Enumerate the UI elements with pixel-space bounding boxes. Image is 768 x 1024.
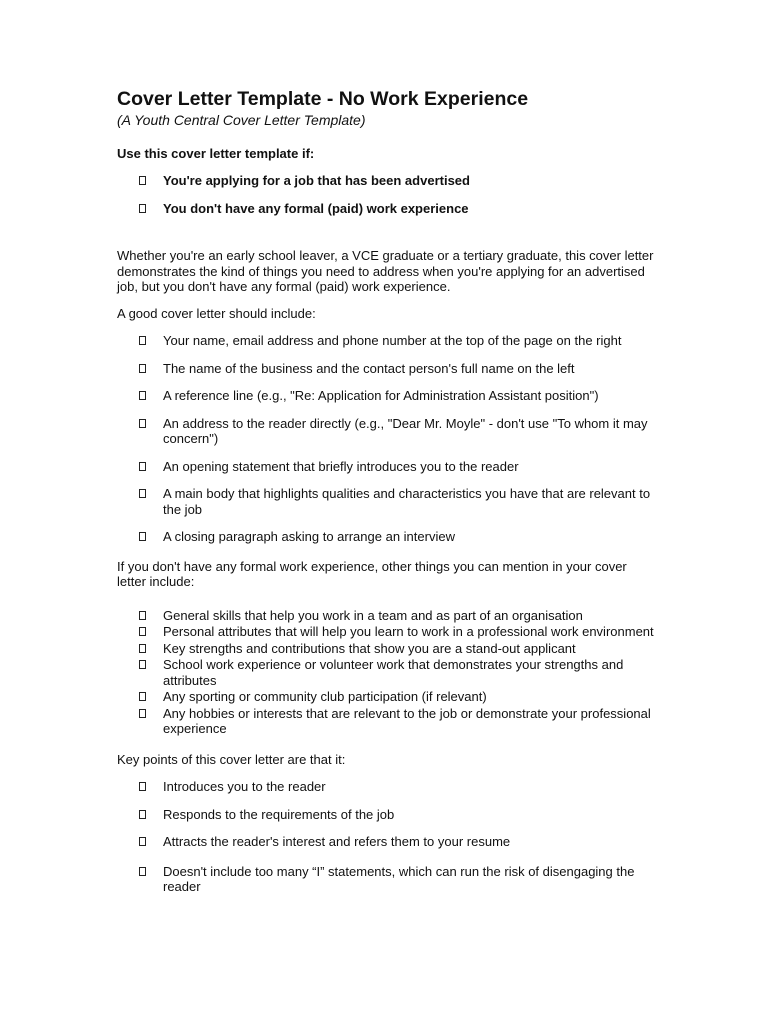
checkbox-bullet-icon xyxy=(139,867,146,876)
document-page xyxy=(117,86,657,895)
checkbox-bullet-icon xyxy=(139,176,146,185)
list-item: You're applying for a job that has been advertised xyxy=(117,173,657,189)
checkbox-bullet-icon xyxy=(139,810,146,819)
list-item: Any sporting or community club participation (if relevant) xyxy=(117,689,657,705)
key-points-list xyxy=(117,779,657,895)
document-subtitle: (A Youth Central Cover Letter Template) xyxy=(117,112,366,128)
checkbox-bullet-icon xyxy=(139,644,146,653)
checkbox-bullet-icon xyxy=(139,419,146,428)
list-item: A main body that highlights qualities and characteristics you have that are relevant to the job xyxy=(117,486,657,517)
list-item: Doesn't include too many “I” statements, which can run the risk of disengaging the reader xyxy=(117,864,657,895)
checkbox-bullet-icon xyxy=(139,837,146,846)
list-item: Any hobbies or interests that are relevant to the job or demonstrate your professional experience xyxy=(117,706,657,737)
list-item: A closing paragraph asking to arrange an interview xyxy=(117,529,657,545)
document-title: Cover Letter Template - No Work Experience xyxy=(117,88,529,110)
list-item: A reference line (e.g., "Re: Application for Administration Assistant position") xyxy=(117,388,657,404)
intro-paragraph: Whether you're an early school leaver, a VCE graduate or a tertiary graduate, this cover letter demonstrates the kind of things you need to address when you're applying for an advertised job, but you don't have any formal (paid) work experience. xyxy=(117,248,654,294)
good-letter-list xyxy=(117,333,657,545)
list-item: General skills that help you work in a team and as part of an organisation xyxy=(117,608,657,624)
list-item: Key strengths and contributions that show you are a stand-out applicant xyxy=(117,641,657,657)
list-item: The name of the business and the contact person's full name on the left xyxy=(117,361,657,377)
good-letter-heading: A good cover letter should include: xyxy=(117,305,316,321)
list-item: Introduces you to the reader xyxy=(117,779,657,795)
checkbox-bullet-icon xyxy=(139,364,146,373)
checkbox-bullet-icon xyxy=(139,489,146,498)
list-item: School work experience or volunteer work that demonstrates your strengths and attributes xyxy=(117,657,657,688)
list-item: An opening statement that briefly introduces you to the reader xyxy=(117,459,657,475)
checkbox-bullet-icon xyxy=(139,627,146,636)
key-points-paragraph: Key points of this cover letter are that it: xyxy=(117,751,346,767)
checkbox-bullet-icon xyxy=(139,709,146,718)
list-item: Your name, email address and phone number at the top of the page on the right xyxy=(117,333,657,349)
other-things-list xyxy=(117,608,657,737)
checkbox-bullet-icon xyxy=(139,532,146,541)
list-item: Attracts the reader's interest and refers them to your resume xyxy=(117,834,657,850)
use-if-heading: Use this cover letter template if: xyxy=(117,146,315,161)
checkbox-bullet-icon xyxy=(139,782,146,791)
checkbox-bullet-icon xyxy=(139,660,146,669)
list-item: An address to the reader directly (e.g., "Dear Mr. Moyle" - don't use "To whom it may concern") xyxy=(117,416,657,447)
checkbox-bullet-icon xyxy=(139,336,146,345)
checkbox-bullet-icon xyxy=(139,391,146,400)
checkbox-bullet-icon xyxy=(139,692,146,701)
checkbox-bullet-icon xyxy=(139,462,146,471)
checkbox-bullet-icon xyxy=(139,204,146,213)
list-item: Personal attributes that will help you learn to work in a professional work environment xyxy=(117,624,657,640)
list-item: You don't have any formal (paid) work experience xyxy=(117,201,657,217)
list-item: Responds to the requirements of the job xyxy=(117,807,657,823)
use-if-list xyxy=(117,173,657,216)
checkbox-bullet-icon xyxy=(139,611,146,620)
other-things-paragraph: If you don't have any formal work experience, other things you can mention in your cover letter include: xyxy=(117,558,627,589)
